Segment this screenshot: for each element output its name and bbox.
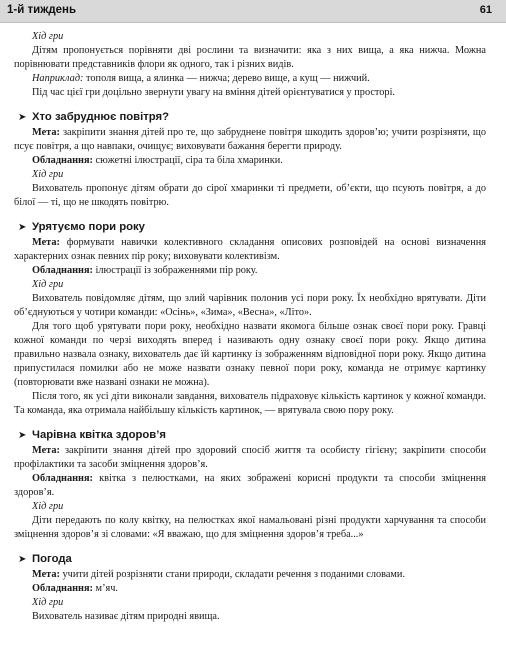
equipment-text: сюжетні ілюстрації, сіра та біла хмаринки. bbox=[92, 155, 283, 166]
game-description: Вихователь називає дітям природні явища. bbox=[32, 611, 220, 622]
equipment-paragraph bbox=[14, 154, 486, 168]
game-progress-heading: Хід гри bbox=[32, 279, 64, 290]
goal-label: Мета: bbox=[32, 127, 60, 138]
game-description: Діти передають по колу квітку, на пелюстках якої намальовані різні продукти харчування та способи зміцнення здоров’я зі словами: «Я вважаю, що для зміцнення здоров’я треба...» bbox=[14, 515, 486, 540]
section-title-text: Погода bbox=[32, 553, 72, 565]
equipment-label: Обладнання: bbox=[32, 155, 93, 166]
goal-paragraph bbox=[14, 236, 486, 264]
equipment-text: ілюстрації із зображеннями пір року. bbox=[92, 265, 258, 276]
section-title bbox=[14, 428, 486, 443]
equipment-label: Обладнання: bbox=[32, 265, 93, 276]
game-description: Вихователь повідомляє дітям, що злий чарівник полонив усі пори року. Їх необхідно врятувати. Діти об’єднуються у чотири команди: «Осінь», «Зима», «Весна», «Літо». bbox=[14, 293, 486, 318]
arrow-right-icon: ➤ bbox=[18, 222, 27, 233]
equipment-paragraph bbox=[14, 472, 486, 500]
goal-text: закріпити знання дітей про здоровий спосіб життя та особисту гігієну; закріпити способи профілактики та засоби зміцнення здоров’я. bbox=[14, 445, 486, 470]
equipment-text: квітка з пелюстками, на яких зображені корисні продукти та способи зміцнення здоров’я. bbox=[14, 473, 486, 498]
game-progress-heading: Хід гри bbox=[32, 169, 64, 180]
intro-example bbox=[14, 72, 486, 86]
section-title-text: Урятуємо пори року bbox=[32, 221, 145, 233]
intro-note: Під час цієї гри доцільно звернути увагу на вміння дітей орієнтуватися у просторі. bbox=[32, 87, 396, 98]
game-description: Вихователь пропонує дітям обрати до сірої хмаринки ті предмети, об’єкти, що псують повітря, а до білої — ті, що не шкодять повітрю. bbox=[14, 183, 486, 208]
example-text: тополя вища, а ялинка — нижча; дерево вище, а кущ — нижчий. bbox=[83, 73, 370, 84]
week-label: 1-й тиждень bbox=[7, 4, 77, 16]
arrow-right-icon: ➤ bbox=[18, 554, 27, 565]
arrow-right-icon: ➤ bbox=[18, 112, 27, 123]
page-content bbox=[14, 30, 486, 624]
game-progress-heading: Хід гри bbox=[32, 501, 64, 512]
equipment-label: Обладнання: bbox=[32, 473, 93, 484]
game-description: Після того, як усі діти виконали завдання, вихователь підраховує кількість картинок у кожної команди. Та команда, яка отримала найбільшу кількість картинок, — врятувала свою пору року. bbox=[14, 391, 486, 416]
example-label: Наприклад: bbox=[32, 73, 84, 84]
game-progress-heading: Хід гри bbox=[32, 597, 64, 608]
game-progress-heading: Хід гри bbox=[32, 31, 64, 42]
goal-text: учити дітей розрізняти стани природи, складати речення з поданими словами. bbox=[59, 569, 406, 580]
section-title bbox=[14, 110, 486, 125]
goal-label: Мета: bbox=[32, 237, 60, 248]
page-header bbox=[0, 0, 506, 23]
equipment-text: м’яч. bbox=[92, 583, 118, 594]
goal-text: закріпити знання дітей про те, що забруднене повітря шкодить здоров’ю; учити розрізняти, що псує повітря, а що навпаки, очищує; виховувати бажання берегти природу. bbox=[14, 127, 486, 152]
section-title bbox=[14, 220, 486, 235]
goal-label: Мета: bbox=[32, 445, 60, 456]
section-title-text: Чарівна квітка здоров’я bbox=[32, 429, 166, 441]
page-number: 61 bbox=[479, 4, 492, 16]
arrow-right-icon: ➤ bbox=[18, 430, 27, 441]
section-title bbox=[14, 552, 486, 567]
goal-paragraph bbox=[14, 444, 486, 472]
equipment-paragraph bbox=[14, 582, 486, 596]
goal-paragraph bbox=[14, 126, 486, 154]
intro-paragraph: Дітям пропонується порівняти дві рослини та визначити: яка з них вища, а яка нижча. Можна порівнювати представників флори як одного, так і різних видів. bbox=[14, 45, 486, 70]
section-title-text: Хто забруднює повітря? bbox=[32, 111, 170, 123]
equipment-paragraph bbox=[14, 264, 486, 278]
equipment-label: Обладнання: bbox=[32, 583, 93, 594]
goal-label: Мета: bbox=[32, 569, 60, 580]
goal-text: формувати навички колективного складання описових розповідей на основі визначення характерних ознак певних пір року; виховувати колективізм. bbox=[14, 237, 486, 262]
game-description: Для того щоб урятувати пори року, необхідно назвати якомога більше ознак своєї пори року. Гравці кожної команди по черзі виходять вперед і називають одну ознаку своєї пори року. Якщо дитина правильно назвала ознаку, вихователь дає їй картинку із зображенням відповідної пори року. Якщо дитина припустилася помилки або не може назвати ознаку певної пори року, команда не отримує картинку (повторювати вже названі ознаки не можна). bbox=[14, 321, 486, 388]
goal-paragraph bbox=[14, 568, 486, 582]
